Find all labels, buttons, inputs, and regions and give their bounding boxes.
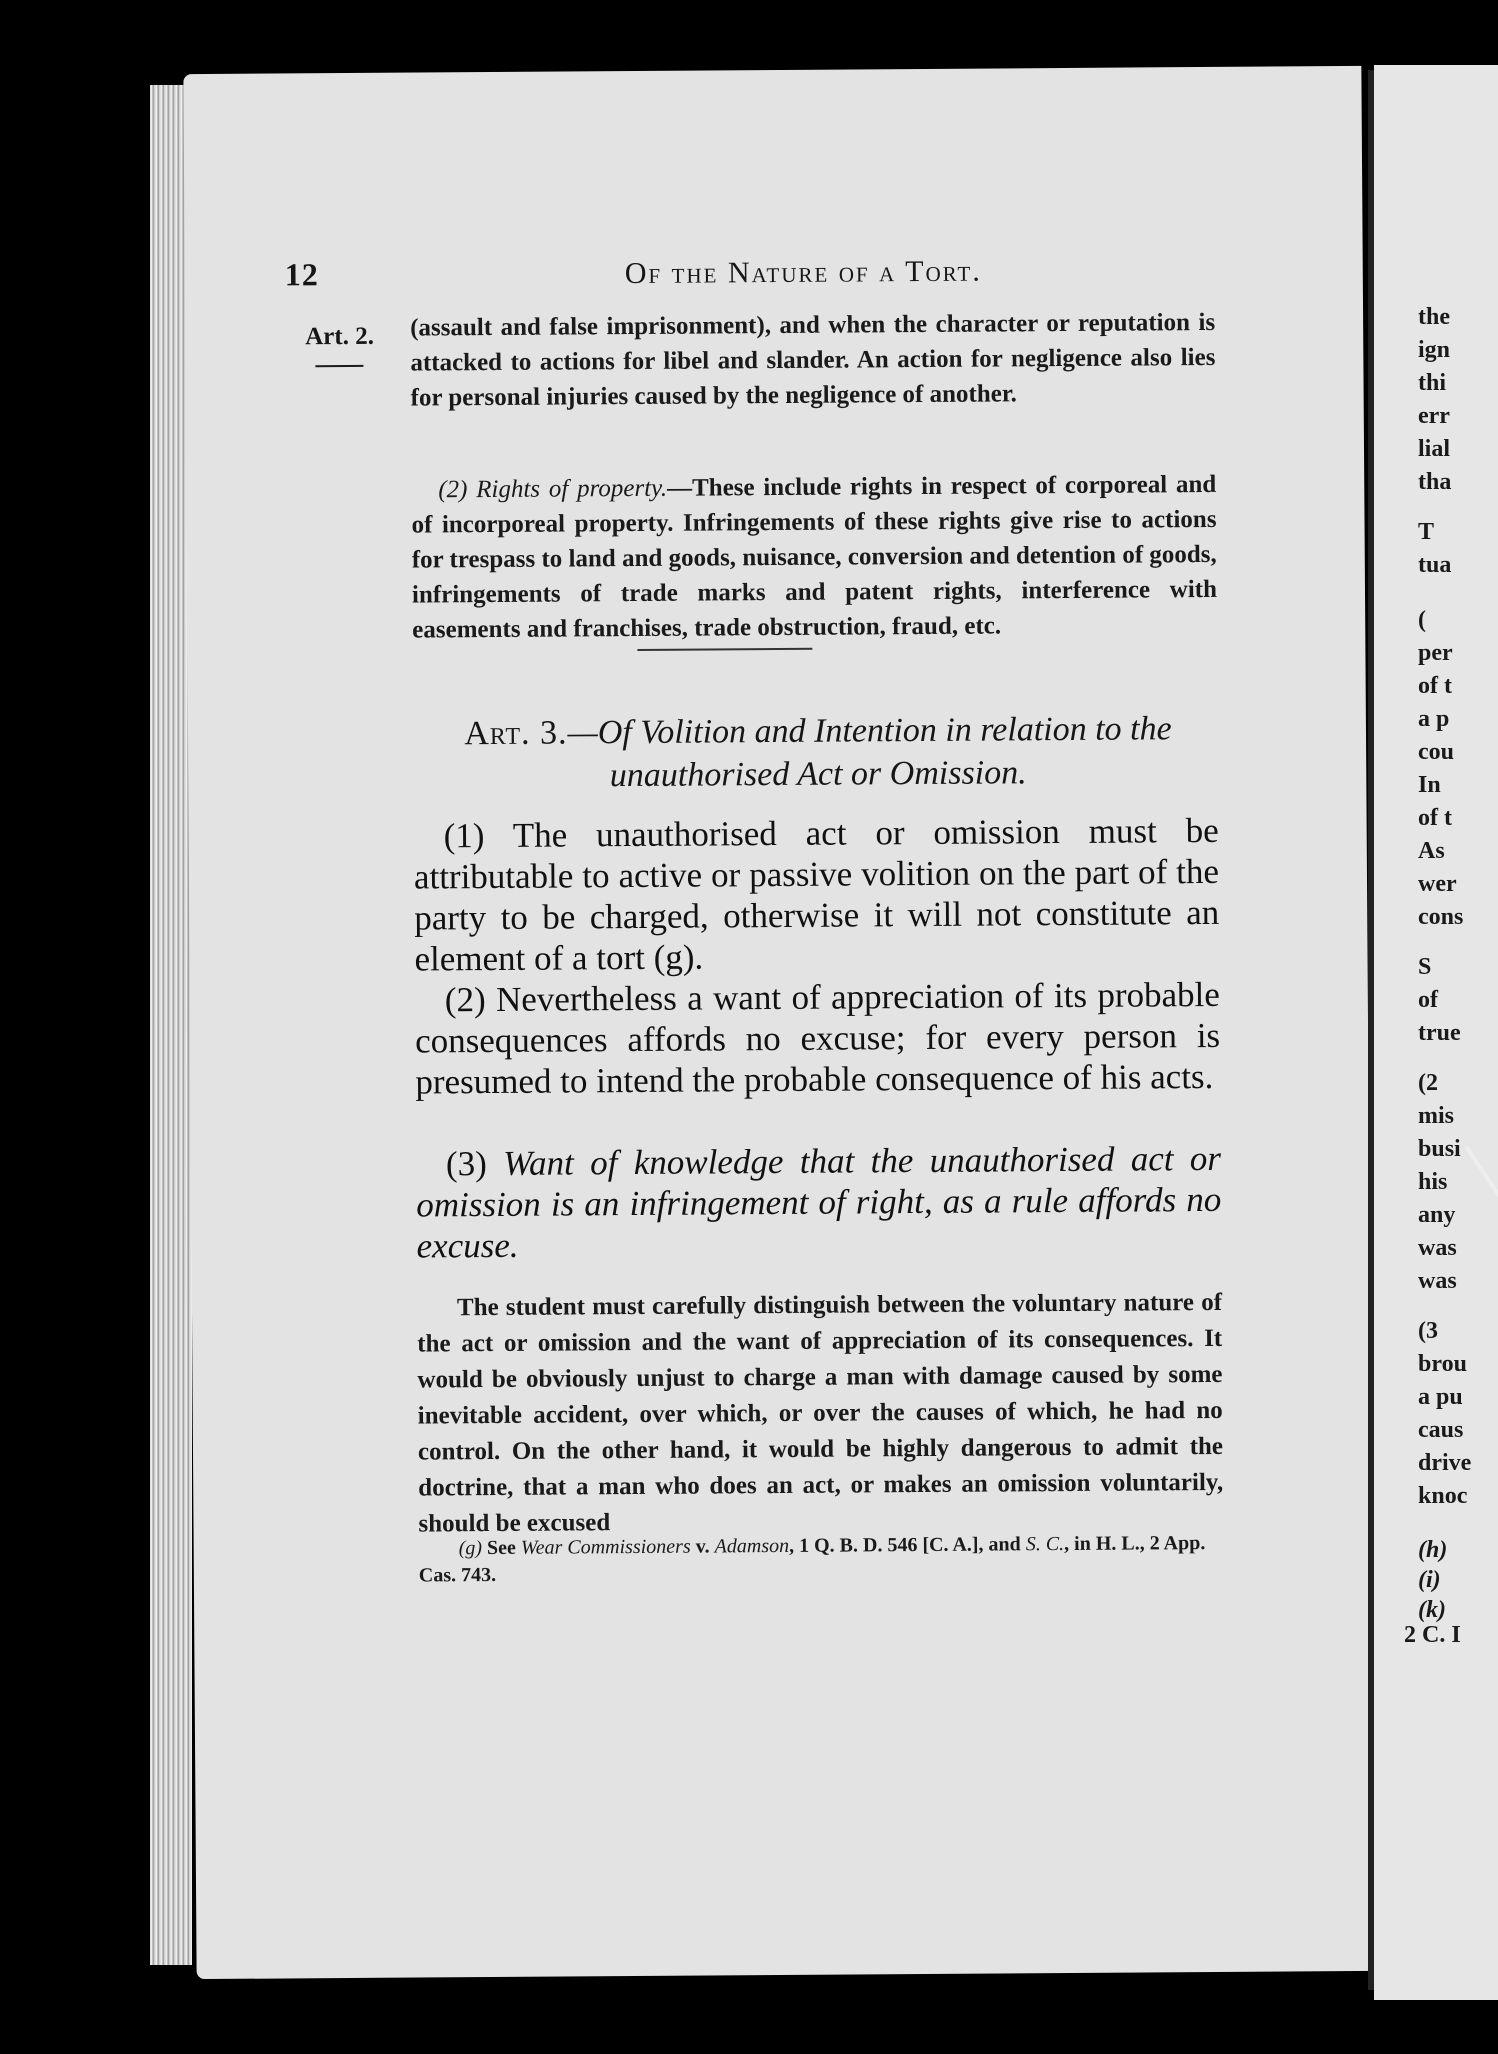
article-heading [393, 707, 1244, 799]
intro-paragraph: (assault and false imprisonment), and when the character or reputation is attacked to actions for libel and slander. An action for negligence also lies for personal injuries caused by the negligence of another. [410, 308, 1216, 412]
right-page-fragment: In [1418, 772, 1441, 798]
footnote-marker: (g) [458, 1537, 483, 1560]
footnote-v: v. [690, 1535, 715, 1558]
footnote-case-name: Wear Commissioners [520, 1535, 691, 1559]
article-label: Art. 3. [464, 714, 568, 753]
rule-3 [416, 1138, 1222, 1267]
right-page-fragment: his [1418, 1169, 1448, 1195]
right-page-fragment: wer [1418, 871, 1457, 897]
footnote-sc: S. C. [1025, 1533, 1065, 1556]
right-page-fragment: (i) [1418, 1567, 1441, 1593]
right-page-fragment: per [1418, 640, 1453, 666]
article-title: —Of Volition and Intention in relation to the unauthorised Act or Omission. [567, 710, 1172, 795]
right-page-fragment: err [1418, 403, 1450, 429]
right-page-fragment: the [1418, 304, 1450, 330]
right-page-fragment: knoc [1418, 1483, 1468, 1509]
right-page-fragment: (h) [1418, 1537, 1448, 1563]
right-page-fragment: a p [1418, 706, 1450, 732]
rule-3-number: (3) [445, 1143, 504, 1184]
section-divider [637, 648, 812, 651]
page-edge-mark [1465, 1146, 1498, 1213]
rule-1: (1) The unauthorised act or omission must be attributable to active or passive volition on the part of the party to be charged, otherwise it will not constitute an element of a tort (g). [413, 810, 1220, 979]
right-page-fragment: thi [1418, 370, 1447, 396]
right-page-fragment: (k) [1418, 1597, 1446, 1623]
right-page-fragment: was [1418, 1268, 1457, 1294]
footnote-party: Adamson [714, 1534, 790, 1558]
right-page-fragment: (2 [1418, 1070, 1438, 1096]
right-page-fragment: T [1418, 519, 1435, 545]
commentary-paragraph: The student must carefully distinguish between the voluntary nature of the act or omission and the want of appreciation of its consequences. It would be obviously unjust to charge a man with damage caused by some inevitable accident, over which, or over the causes of which, he had no control. On the other hand, it would be highly dangerous to admit the doctrine, that a man who does an act, or makes an omission voluntarily, should be excused [417, 1288, 1224, 1538]
right-page-fragment: 2 C. I [1404, 1622, 1461, 1648]
rights-of-property-lead: (2) Rights of property. [438, 474, 668, 504]
right-page-fragment: of t [1418, 673, 1452, 699]
footnote [419, 1530, 1229, 1590]
right-page-fragment: busi [1418, 1136, 1461, 1162]
right-page-fragment: drive [1418, 1450, 1472, 1476]
right-page-fragment: tua [1418, 552, 1452, 578]
margin-rule [315, 365, 363, 367]
rights-of-property-text: —These include rights in respect of corporeal and of incorporeal property. Infringements of these rights give rise to actions for trespass to land and goods, nuisance, conversion and detention of goods, infringements of trade marks and patent rights, interference with easements and franchises, trade obstruction, fraud, etc. [411, 470, 1218, 644]
right-page-fragment: a pu [1418, 1384, 1463, 1410]
right-page [1374, 65, 1498, 2000]
rule-3-plain: , as a [923, 1181, 1012, 1221]
right-page-fragment: caus [1418, 1417, 1464, 1443]
running-head: Of the Nature of a Tort. [624, 254, 982, 291]
right-page-fragment: of [1418, 987, 1438, 1013]
right-page-fragment: S [1418, 954, 1432, 980]
footnote-see: See [481, 1536, 521, 1560]
right-page-fragment: was [1418, 1235, 1457, 1261]
right-page-fragment: any [1418, 1202, 1456, 1228]
right-page-fragment: brou [1418, 1351, 1467, 1377]
footnote-cite-2: , in H. L., 2 App. Cas. 743. [418, 1532, 1206, 1587]
right-page-fragment: true [1418, 1020, 1461, 1046]
article-margin-marker: Art. 2. [305, 322, 375, 351]
page-number: 12 [284, 256, 319, 293]
rule-3-italic-b: rule affords no excuse. [416, 1179, 1222, 1266]
right-page-fragment: cons [1418, 904, 1464, 930]
right-page-fragment: cou [1418, 739, 1454, 765]
right-page-fragment: lial [1418, 436, 1451, 462]
right-page-fragment: of t [1418, 805, 1452, 831]
right-page-fragment: ign [1418, 337, 1451, 363]
right-page-fragment: mis [1418, 1103, 1454, 1129]
right-page-fragment: As [1418, 838, 1445, 864]
rule-3-italic-a: Want of knowledge that the unauthorised act or omission is an infringement of right [416, 1138, 1222, 1225]
right-page-fragment: tha [1418, 469, 1452, 495]
right-page-fragment: (3 [1418, 1318, 1438, 1344]
rule-2: (2) Nevertheless a want of appreciation of its probable consequences affords no excuse; for every person is presumed to intend the probable consequence of his acts. [414, 974, 1221, 1102]
right-page-fragment: ( [1418, 607, 1426, 633]
left-page [183, 66, 1374, 1979]
rights-of-property-paragraph [411, 467, 1217, 648]
footnote-cite-1: , 1 Q. B. D. 546 [C. A.], and [788, 1533, 1026, 1557]
